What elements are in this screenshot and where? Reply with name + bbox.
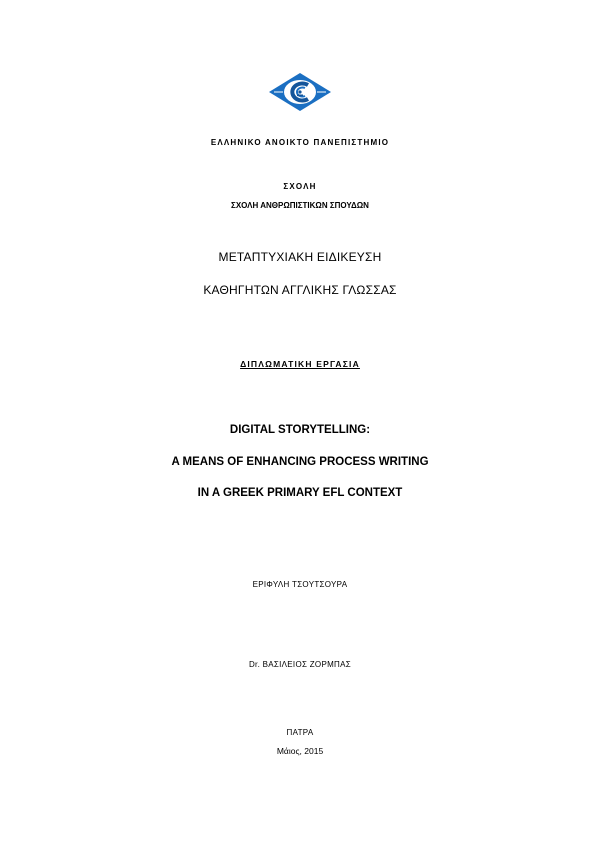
program-line-1: ΜΕΤΑΠΤΥΧΙΑΚΗ ΕΙΔΙΚΕΥΣΗ [218,250,382,264]
supervisor-name: Dr. ΒΑΣΙΛΕΙΟΣ ΖΟΡΜΠΑΣ [248,660,352,669]
title-line-1: DIGITAL STORYTELLING: [229,424,371,436]
author-name: ΕΡΙΦΥΛΗ ΤΣΟΥΤΣΟΥΡΑ [252,580,348,589]
title-line-2: A MEANS OF ENHANCING PROCESS WRITING [171,456,429,468]
university-name: ΕΛΛΗΝΙΚΟ ΑΝΟΙΚΤΟ ΠΑΝΕΠΙΣΤΗΜΙΟ [210,138,390,147]
footer-city: ΠΑΤΡΑ [286,728,314,737]
title-line-3: IN A GREEK PRIMARY EFL CONTEXT [197,487,403,499]
school-label: ΣΧΟΛΗ [283,182,317,191]
thesis-type [0,359,600,369]
university-emblem-icon [268,72,332,112]
school-name: ΣΧΟΛΗ ΑΝΘΡΩΠΙΣΤΙΚΩΝ ΣΠΟΥΔΩΝ [231,201,369,210]
thesis-type-label: ΔΙΠΛΩΜΑΤΙΚΗ ΕΡΓΑΣΙΑ [240,359,360,369]
footer-date: Μάιος, 2015 [276,746,324,756]
program-line-2: ΚΑΘΗΓΗΤΩΝ ΑΓΓΛΙΚΗΣ ΓΛΩΣΣΑΣ [203,283,397,297]
